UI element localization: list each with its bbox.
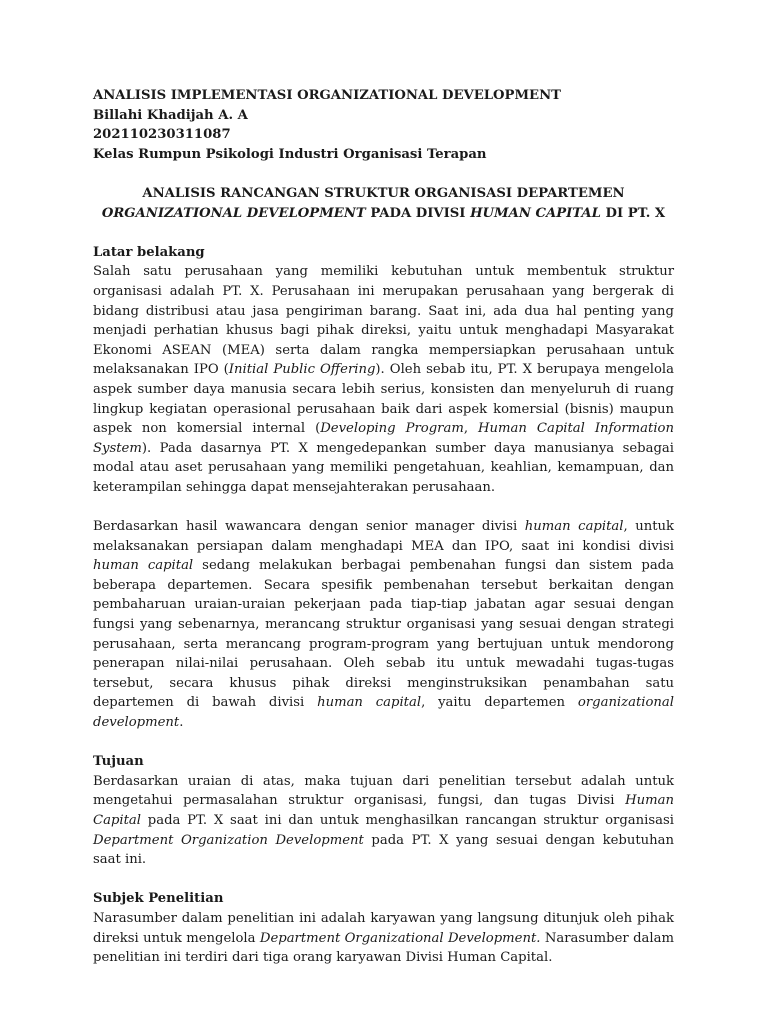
document-title: [93, 184, 674, 223]
text-run: .: [179, 715, 184, 730]
section-subjek-penelitian: [93, 889, 674, 967]
section-heading: Latar belakang: [93, 244, 205, 260]
paragraph: [93, 909, 674, 968]
text-run: ). Oleh sebab itu, PT. X berupaya mengelola aspek sumber daya manusia secara lebih serius, konsisten dan menyeluruh di ruang lingkup kegiatan operasional perusahaan baik dari aspek komersial (bisnis) maupun aspek non komersial internal (: [93, 362, 674, 437]
text-run: , untuk melaksanakan persiapan dalam menghadapi MEA dan IPO, saat ini kondisi divisi: [93, 519, 674, 554]
text-run: Berdasarkan uraian di atas, maka tujuan dari penelitian tersebut adalah untuk mengetahui permasalahan struktur organisasi, fungsi, dan tugas Divisi: [93, 773, 674, 809]
text-run: human capital: [93, 558, 194, 574]
text-run: Berdasarkan hasil wawancara dengan senior manager divisi: [93, 519, 525, 535]
paragraph: [93, 262, 674, 497]
doc-title-part: HUMAN CAPITAL: [470, 205, 601, 221]
text-run: Narasumber dalam penelitian ini terdiri dari tiga orang karyawan Divisi Human Capital.: [93, 930, 674, 966]
document-page: [93, 86, 674, 968]
text-run: ,: [463, 421, 479, 437]
header-title: ANALISIS IMPLEMENTASI ORGANIZATIONAL DEVELOPMENT: [93, 88, 561, 103]
section-heading: Tujuan: [93, 754, 144, 770]
class-name: Kelas Rumpun Psikologi Industri Organisasi Terapan: [93, 146, 487, 162]
text-run: ). Pada dasarnya PT. X mengedepankan sumber daya manusianya sebagai modal atau aset perusahaan yang memiliki pengetahuan, keahlian, kemampuan, dan keterampilan sehingga dapat mensejahterakan perusahaan.: [93, 440, 674, 495]
text-run: Department Organization Development: [93, 832, 364, 848]
text-run: Salah satu perusahaan yang memiliki kebutuhan untuk membentuk struktur organisasi adalah PT. X. Perusahaan ini merupakan perusahaan yang bergerak di bidang distribusi atau jasa pengiriman barang. Saat ini, ada dua hal penting yang menjadi perhatian khusus bagi pihak direksi, yaitu untuk menghadapi Masyarakat Ekonomi ASEAN (MEA) serta dalam rangka mempersiapkan perusahaan untuk melaksanakan IPO (: [93, 264, 674, 378]
text-run: Narasumber dalam penelitian ini adalah karyawan yang langsung ditunjuk oleh pihak direksi untuk mengelola: [93, 910, 674, 946]
text-run: human capital: [317, 695, 422, 711]
text-run: Initial Public Offering: [228, 362, 376, 378]
text-run: sedang melakukan berbagai pembenahan fungsi dan sistem pada beberapa departemen. Secara spesifik pembenahan tersebut berkaitan dengan pembaharuan uraian-uraian pekerjaan pada tiap-tiap jabatan agar sesuai dengan fungsi yang sebenarnya, merancang struktur organisasi yang sesuai dengan strategi perusahaan, serta merancang program-program yang bertujuan untuk mendorong penerapan nilai-nilai perusahaan. Oleh sebab itu untuk mewadahi tugas-tugas tersebut, secara khusus pihak direksi menginstruksikan penambahan satu departemen di bawah divisi: [93, 558, 674, 711]
text-run: Developing Program: [320, 421, 464, 437]
paragraph: [93, 772, 674, 870]
doc-title-part: ANALISIS RANCANGAN STRUKTUR ORGANISASI DEPARTEMEN: [142, 185, 625, 201]
text-run: , yaitu departemen: [421, 695, 578, 711]
text-run: organizational development: [93, 695, 674, 730]
student-id: 202110230311087: [93, 127, 231, 143]
text-run: Human Capital Information System: [93, 421, 674, 456]
paragraph: [93, 517, 674, 733]
text-run: human capital: [524, 519, 624, 535]
text-run: Department Organizational Development.: [259, 930, 541, 946]
doc-title-part: DI PT. X: [600, 205, 666, 221]
section-latar-belakang: [93, 243, 674, 733]
doc-title-part: PADA DIVISI: [365, 205, 471, 221]
doc-title-part: ORGANIZATIONAL DEVELOPMENT: [101, 205, 366, 221]
text-run: pada PT. X yang sesuai dengan kebutuhan saat ini.: [93, 832, 674, 868]
section-tujuan: [93, 752, 674, 870]
text-run: Human Capital: [93, 793, 674, 828]
author-name: Billahi Khadijah A. A: [93, 107, 248, 123]
document-header: [93, 86, 674, 164]
text-run: pada PT. X saat ini dan untuk menghasilkan rancangan struktur organisasi: [141, 812, 674, 828]
section-heading: Subjek Penelitian: [93, 891, 224, 907]
